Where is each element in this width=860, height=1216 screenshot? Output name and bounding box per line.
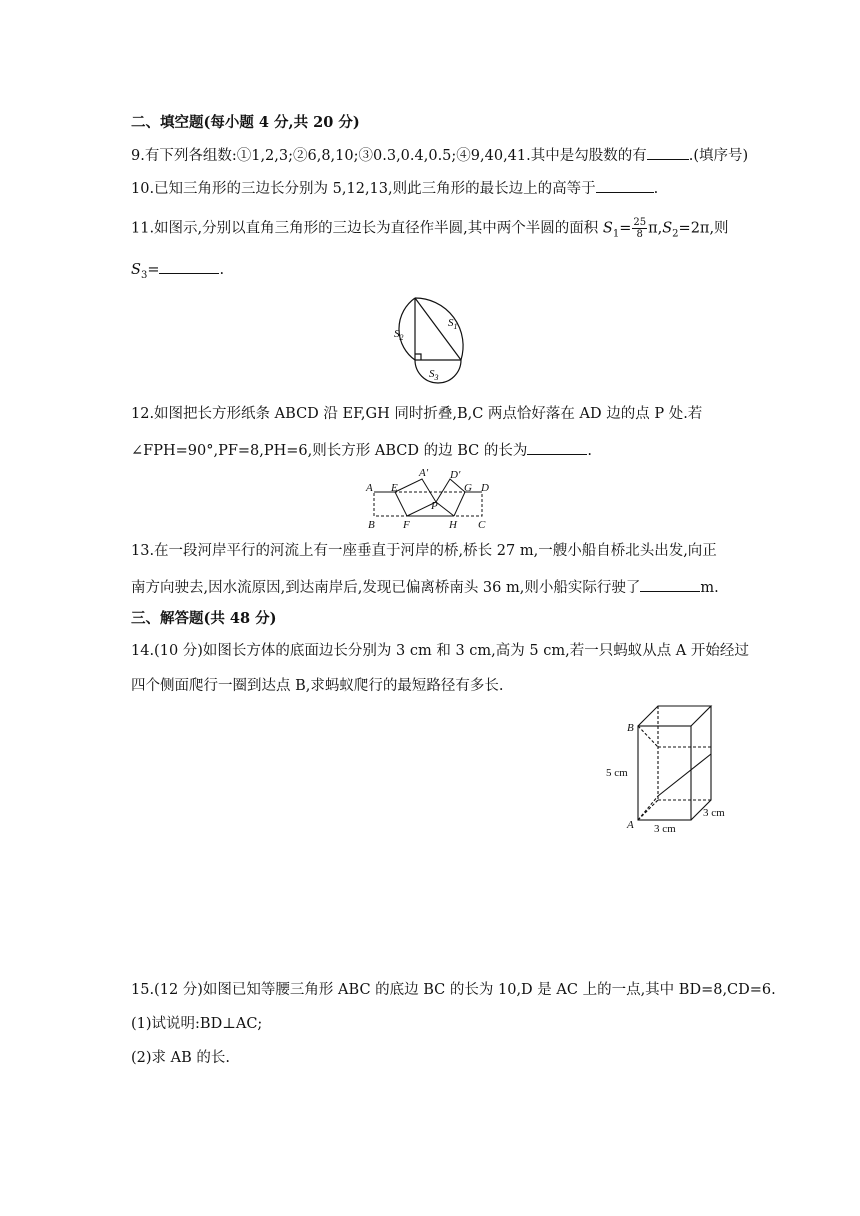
s2-value: =2π,则 <box>678 220 729 237</box>
answer-blank-11[interactable] <box>159 259 219 274</box>
label-s1: $S_1$ <box>448 317 458 331</box>
label-a: A <box>366 482 373 494</box>
label-g: G <box>464 482 472 494</box>
label-b: B <box>368 519 375 531</box>
pi-text: π, <box>648 220 663 237</box>
equals-sign: = <box>147 262 160 278</box>
question-11-line-2 <box>131 259 224 286</box>
question-15-part-2: (2)求 AB 的长. <box>131 1050 230 1066</box>
label-e: E <box>391 482 398 494</box>
question-9-text: 9.有下列各组数:①1,2,3;②6,8,10;③0.3,0.4,0.5;④9,40,41.其中是勾股数的有 <box>131 148 647 164</box>
question-13-line-1: 13.在一段河岸平行的河流上有一座垂直于河岸的桥,桥长 27 m,一艘小船自桥北头出发,向正 <box>131 543 717 559</box>
cuboid-figure <box>605 700 735 838</box>
fold-line-ef <box>395 492 407 516</box>
answer-blank-12[interactable] <box>527 440 587 455</box>
question-11-line-1 <box>131 217 729 244</box>
path-dashed-top <box>638 726 658 747</box>
question-11-suffix: . <box>219 262 225 278</box>
s3-symbol: S <box>131 262 141 278</box>
cuboid-front-face <box>638 726 691 820</box>
label-p: P <box>431 500 438 512</box>
fraction-numerator: 25 <box>633 217 647 228</box>
question-12-line-2 <box>131 440 592 461</box>
fraction-denominator: 8 <box>636 229 643 240</box>
label-h: H <box>449 519 457 531</box>
label-height: 5 cm <box>606 767 628 779</box>
ant-path-solid <box>658 754 711 796</box>
answer-blank-13[interactable] <box>640 577 700 592</box>
right-angle-mark <box>415 354 421 360</box>
folded-flap-right <box>436 479 465 516</box>
question-14-line-1: 14.(10 分)如图长方体的底面边长分别为 3 cm 和 3 cm,高为 5 cm,若一只蚂蚁从点 A 开始经过 <box>131 643 749 659</box>
folded-flap-left <box>395 479 436 516</box>
question-15-line-1: 15.(12 分)如图已知等腰三角形 ABC 的底边 BC 的长为 10,D 是 AC 上的一点,其中 BD=8,CD=6. <box>131 982 776 998</box>
question-10-suffix: . <box>653 181 659 197</box>
question-12-suffix: . <box>587 443 592 459</box>
label-width: 3 cm <box>654 823 676 835</box>
label-c: C <box>478 519 486 531</box>
label-f: F <box>403 519 410 531</box>
equals-sign: = <box>619 220 632 237</box>
path-dashed-bottom <box>638 796 658 820</box>
s2-subscript: 2 <box>672 228 679 240</box>
question-13-line-2 <box>131 577 719 598</box>
label-d: D <box>481 482 489 494</box>
answer-blank-10[interactable] <box>596 178 654 193</box>
label-s3: $S_3$ <box>429 368 439 382</box>
folded-rectangle-figure <box>364 464 494 532</box>
hidden-edge-bottom <box>638 800 658 820</box>
label-a-prime: A′ <box>419 467 429 479</box>
fold-line-gh <box>454 492 465 516</box>
s1-symbol: S <box>602 220 613 237</box>
label-d-prime: D′ <box>450 469 461 481</box>
question-11-text: 11.如图示,分别以直角三角形的三边长为直径作半圆,其中两个半圆的面积 <box>131 220 603 237</box>
question-9-suffix: .(填序号) <box>688 148 749 164</box>
semicircles-figure <box>378 290 482 386</box>
label-b: B <box>627 722 634 734</box>
question-10 <box>131 178 658 199</box>
s3-subscript: 3 <box>140 269 148 281</box>
label-depth: 3 cm <box>703 807 725 819</box>
cuboid-top-face <box>638 706 711 726</box>
label-a: A <box>627 819 634 831</box>
question-12-line-1: 12.如图把长方形纸条 ABCD 沿 EF,GH 同时折叠,B,C 两点恰好落在 AD 边的点 P 处.若 <box>131 406 703 422</box>
question-13-text: 南方向驶去,因水流原因,到达南岸后,发现已偏离桥南头 36 m,则小船实际行驶了 <box>131 580 641 596</box>
semicircle-s2 <box>399 298 415 360</box>
question-10-text: 10.已知三角形的三边长分别为 5,12,13,则此三角形的最长边上的高等于 <box>131 181 596 197</box>
answer-blank-9[interactable] <box>647 145 689 160</box>
question-9 <box>131 145 748 166</box>
question-15-part-1: (1)试说明:BD⊥AC; <box>131 1016 263 1032</box>
s1-subscript: 1 <box>612 228 620 240</box>
s2-symbol: S <box>662 220 673 237</box>
question-13-suffix: m. <box>700 580 719 596</box>
section-heading-fill-in: 二、填空题(每小题 4 分,共 20 分) <box>131 114 360 131</box>
fraction-25-8 <box>632 217 647 240</box>
question-12-text: ∠FPH=90°,PF=8,PH=6,则长方形 ABCD 的边 BC 的长为 <box>131 443 528 459</box>
label-s2: $S_2$ <box>394 328 404 342</box>
question-14-line-2: 四个侧面爬行一圈到达点 B,求蚂蚁爬行的最短路径有多长. <box>131 678 504 694</box>
section-heading-solve: 三、解答题(共 48 分) <box>131 610 277 627</box>
original-rectangle-dashed <box>374 492 482 516</box>
